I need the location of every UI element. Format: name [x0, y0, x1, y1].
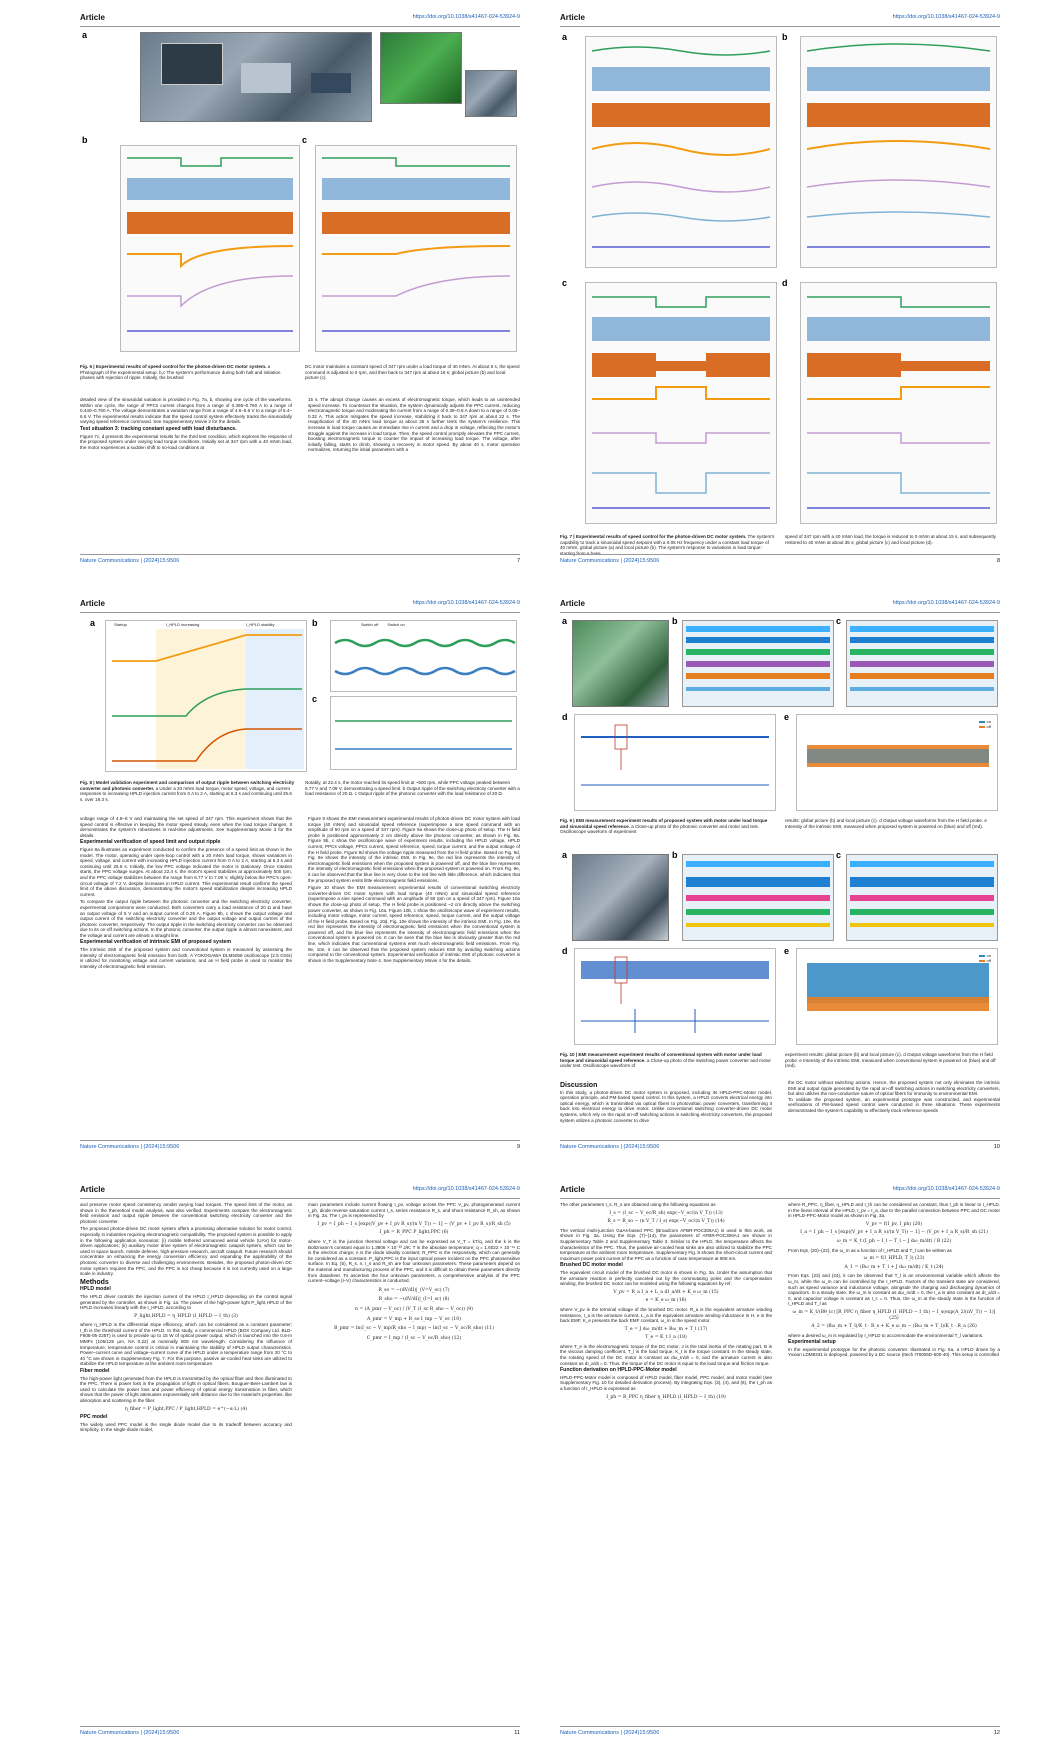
paragraph: and preserve motor speed consistency amidst varying load torques. The speed limit of the motor, as shown in the theoretical model analysis, was also verified. Experiments compare the electromagnetic field emission and output ripple between the conventional switching electricity converter and the photonic converter. [80, 1202, 292, 1224]
ppc-voltage-trace [322, 246, 510, 254]
legend-on-swatch [979, 721, 985, 723]
caption-title: Fig. 10 | EMI measurement experiment results of conventional system with motor under load torque and sinusoidal speed reference. [560, 1052, 762, 1063]
figure-10-caption-left [560, 1052, 775, 1069]
equation-8: R_sho = −(dV/dI)|_(I=I_sc) (8) [378, 1297, 450, 1303]
motor-current-band [686, 877, 830, 887]
switch-on-label: Switch on [387, 622, 405, 627]
current-trace [592, 317, 770, 341]
torque-trace [592, 433, 770, 443]
legend-off [979, 958, 991, 963]
panel-label-c: c [562, 278, 568, 288]
scope-global-b [682, 620, 834, 707]
caption-title: Fig. 9 | EMI measurement experiment results of proposed system with motor under load torque and sinusoidal speed reference. [560, 818, 768, 829]
ppc-voltage-trace [807, 387, 990, 399]
torque-trace [807, 180, 990, 187]
panel-c-svg [331, 697, 516, 769]
paragraph: The widely used PPC model is the single diode model due to its tradeoff between accuracy and simplicity. In the single diode model, [80, 1421, 292, 1433]
h-probe-band [686, 687, 830, 691]
switching-converter-photo [572, 854, 669, 941]
caption-text: a Under a 20 mNm load torque, motor speed, voltage, and current responses to increasing HPLD injection current from 0 A to 2 A, starting at 6.3 s and continuing until 25.6 s, over 19.3 s. [80, 785, 292, 802]
emi-off-band [807, 997, 989, 1011]
panel-label-b: b [672, 616, 678, 626]
page-footer [560, 554, 1000, 567]
panel-c-traces [330, 696, 517, 770]
caption-text: The system's capability to track a sinusoidal speed setpoint with a 0.05 Hz frequency under a constant load torque of 40 mNm; global picture (a) and local picture (b). The system's response to variations in load torque: starting from a base [560, 534, 775, 556]
panel-d-svg [801, 283, 996, 523]
subsection-heading: Function derivation on HPLD-PPC-Motor model [560, 1367, 677, 1374]
page-number: 11 [514, 1730, 520, 1736]
torque-band [850, 923, 994, 927]
ripple-voltage-trace [335, 640, 515, 646]
doi-link[interactable]: https://doi.org/10.1038/s41467-024-53924-9 [892, 14, 1000, 20]
ppc-current-band [850, 661, 994, 667]
panel-b-traces [800, 36, 997, 268]
panel-label-c: c [302, 135, 308, 145]
figure-6 [80, 30, 520, 360]
speed-band [850, 909, 994, 915]
journal-name [560, 558, 659, 564]
paragraph: where a desired ω_m is regulated by I_HPLD to accommodate the environmental T_l variations. [788, 1332, 984, 1338]
subsection-heading: PPC model [80, 1414, 108, 1421]
scope-global-b [682, 854, 834, 941]
journal-year: (2024)15:9506 [623, 558, 660, 564]
subsection-heading: Brushed DC motor model [560, 1262, 623, 1269]
paragraph: Figure 9 shows the EMI measurement experimental results of photon-driven DC motor system with load torque (40 mNm) and sinusoidal speed reference (superimpose a sine speed command with an amplitude of 50 rpm on a speed of 347 rpm). Figure 9a shows the close-up photo of setup. The H field probe is positioned approximately 2 cm directly above the photonic converter, as shown in Fig. 9a. Figure 9b, c show the oscilloscope wave of experiment results, including the HPLD voltage, HPLD current, PPCs voltage, PPCs current, speed reference, speed, torque current, and the output voltage of the H field probe. Figure 9d shows the voltage ripple measured from the H field probe. Based on Fig. 9d, Fig. 9e shows the intensity of the intrinsic EMI. In Fig. 9e, the red line represents the intensity of electromagnetic field emissions when the proposed system is powered off, and the blue line represents the intensity of electromagnetic field emissions when the proposed system is powered on. From Fig. 9e, it can be observed that the blue line is very close to the red line with little difference, which indicates that the proposed system emits little electromagnetic field emissions. [308, 816, 520, 883]
legend-off-label: off [986, 724, 991, 729]
paragraph: In this study, a photon-driven DC motor system is proposed, including its HPLD-PPC-Motor model, operation principle, and PM-based speed control. In this system, a HPLD converts electrical energy into optical energy, which is transmitted via optical fibers to photovoltaic power converters, transforming it back into electrical energy to drive motor. Unlike conventional switching converter-driven DC motor systems, which rely on the rapid on-off switching actions in switching electricity converters, the proposed system utilizes a photonic converter to drive [560, 1089, 772, 1123]
paragraph: To compare the output ripple between the photonic converter and the switching electricity converter, experimental comparisons were conducted. Both converters carry a load resistance of 20 Ω and have an output voltage of 5 V and an output current of 0.25 A. Figure 8b, c shows the output voltage and output current of the switching electricity converter and the output voltage and output current of the photonic converter, respectively. The output ripple in the switching electricity converter can be observed due to its on-off switching actions. In the photonic converter, the output ripple is almost nonexistent, and the voltage and current are almost a straight line. [80, 899, 292, 938]
legend-off [979, 724, 991, 729]
hpld-current-band [686, 637, 830, 643]
journal-label: Nature Communications | [80, 558, 142, 564]
journal-name [80, 1730, 179, 1736]
doi-link[interactable]: https://doi.org/10.1038/s41467-024-53924-9 [892, 600, 1000, 606]
current-trace [127, 178, 293, 200]
voltage-trace [901, 361, 990, 371]
ppc-board-photo [380, 32, 462, 104]
page-header [80, 12, 520, 27]
panel-label-a: a [82, 30, 88, 40]
section-heading: Experimental verification of intrinsic EMI of proposed system [80, 939, 232, 946]
current-trace [807, 317, 990, 341]
speed-trace [807, 297, 990, 307]
equation-24: A_1 = (Bω_m + T_l + J dω_m/dt) / K_t (24) [844, 1264, 944, 1270]
paragraph: where V_pv is the terminal voltage of the brushed DC motor. R_a is the equivalent armature winding resistance, I_a is the armature current, L_a is the equivalent armature winding inductance in H, e is the back EMF, K_e presents the back EMF constant, ω_m is the speed motor. [560, 1306, 772, 1324]
panel-label-c: c [312, 694, 318, 704]
panel-label-a: a [562, 616, 568, 626]
current-trace [322, 178, 510, 200]
speed-trace [592, 47, 770, 55]
journal-label: Nature Communications | [560, 1730, 622, 1736]
figure-8-caption-right: Notably, at 22.4 s, the motor reached its speed limit at ~500 rpm, while PPC voltage peaked between 6.77 V and 7.09 V, demonstrating a speed limit. b Output ripple of the switching electricity converter with a load resistance of 20 Ω. c Output ripple of the photonic converter with the load resistance of 20 Ω. [305, 780, 520, 797]
legend-on-label: on [986, 719, 991, 724]
panel-label-a: a [90, 618, 96, 628]
switch-off-label: Switch off [361, 622, 379, 627]
photonic-converter-photo [572, 620, 669, 707]
torque-meter-photo [465, 70, 517, 117]
panel-label-b: b [782, 32, 788, 42]
phase-startup: Startup [114, 622, 127, 627]
panel-c-traces [315, 145, 517, 352]
paragraph: where V_T is the junction thermal voltage and can be expressed as V_T = kT/q, and the k is the Boltzmann's constant equal to 1.3806 × 10⁻²³ J/K; T is the absolute temperature; q = 1.6022 × 10⁻¹⁹ C is the electron charge; n is the diode ideality constant; R_PPC is the responsivity, which can generally be considered as a constant. P_light,PPC is the input optical power incident on the PPC photosensitive surface. In Eq. (5), R_s, n, I_s and R_sh are four unknown parameters. These parameters depend on the material and manufacturing process of the PPC, and it is difficult to obtain these parameters directly from datasheet. To ascertain the four unknown parameters, a comprehensive analysis of the PPC current–voltage (I–V) characteristics is conducted. [308, 1238, 520, 1284]
current-trace [807, 67, 990, 91]
page-header [560, 598, 1000, 613]
legend-off-swatch [979, 960, 985, 962]
journal-label: Nature Communications | [80, 1730, 142, 1736]
voltage-trace [656, 361, 706, 371]
ppc-current-band [686, 661, 830, 667]
subsection-heading: Experimental setup [788, 1339, 836, 1346]
equation-22: ω_m = K_t (I_ph − I_l − T_l − J dω_m/dt) / B (22) [836, 1238, 952, 1244]
equation-15: V_pv = R_a I_a + L_a dI_a/dt + K_e ω_m (15) [613, 1289, 719, 1295]
caption-text: a Close-up photo of the photonic converter and motor and test. Oscilloscope waveform of experiment [560, 823, 759, 835]
page-10 [560, 598, 1000, 1153]
speed-band [686, 673, 830, 679]
ppc-voltage-trace [807, 141, 990, 149]
body-column-right [788, 1202, 1000, 1720]
equation-16: e = K_e ω_m (16) [645, 1298, 687, 1304]
journal-year: (2024)15:9506 [623, 1730, 660, 1736]
journal-year: (2024)15:9506 [143, 1730, 180, 1736]
panel-label-a: a [562, 32, 568, 42]
torque-trace [807, 433, 990, 443]
equation-4: η_fiber = P_light,PPC / P_light,HPLD = e^(−α·L) (4) [124, 1406, 248, 1412]
hpld-voltage-band [686, 626, 830, 632]
section-heading: Test situation 3: tracking constant speed with load disturbance. [80, 425, 237, 432]
speed-band [850, 673, 994, 679]
discussion-column-left [560, 1080, 772, 1138]
paragraph: The equivalent circuit model of the brushed DC motor is shown in Fig. 3a. Under the assumption that the armature reaction is perfectly canceled out by the commutating poles and the compensation winding, the brushed DC motor can be modeled using the following equations by ref. [560, 1269, 772, 1287]
panel-a-svg [586, 37, 776, 267]
page-number: 12 [993, 1730, 1000, 1736]
equation-20: V_pv = f(I_pv, I_ph) (20) [865, 1221, 923, 1227]
panel-b-svg [121, 146, 299, 351]
body-column-left [80, 816, 292, 1134]
journal-year: (2024)15:9506 [143, 1144, 180, 1150]
body-column-right [308, 397, 520, 547]
figure-6-caption-right: DC motor maintains a constant speed of 347 rpm under a load torque of 40 mNm. At about 6 s, the speed command is adjusted to 0 rpm, and then back to 347 rpm at about 16 s; global picture (b) and local picture (c). [305, 364, 520, 381]
caption-title: Fig. 8 | Model validation experiment and comparison of output ripple between switching electricity converter and photonic converter. [80, 780, 295, 791]
motor-voltage-band [686, 895, 830, 901]
figure-7 [560, 30, 1000, 530]
panel-label-d: d [562, 712, 568, 722]
page-header [560, 12, 1000, 27]
panel-label-c: c [836, 616, 842, 626]
scope-local-c [846, 620, 998, 707]
probe-trace-global [581, 961, 769, 979]
page-7 [80, 12, 520, 567]
body-column-left [80, 397, 292, 547]
panel-c-svg [316, 146, 516, 351]
voltage-trace [807, 353, 901, 377]
doi-link[interactable]: https://doi.org/10.1038/s41467-024-53924-9 [412, 14, 520, 20]
paragraph: Figure 10 shows the EMI measurement experimental results of conventional switching electricity converter-driven DC motor system with load torque (40 mNm) and sinusoidal speed reference (superimpose a sine speed command with an amplitude of 50 rpm on a speed of 347 rpm). Figure 10a shows the close-up photo of setup. The H field probe is positioned ~2 cm directly above the switching power converter, as shown in Fig. 10a. Figure 10b, c show the oscilloscope wave of experiment results, including motor voltage, motor current, speed reference, speed, torque current, and the output voltage of the H field probe. Based on Fig. 10d, Fig. 10e shows the intensity of the intrinsic EMI. In Fig. 10e, the red line represents the intensity of electromagnetic field emissions when the conventional system is powered off, and the blue line represents the intensity of electromagnetic field emissions when the conventional system is powered on. It can be seen that the blue line is obviously greater than the red line, which indicates that conventional systems emit much electromagnetic field emissions. From Fig. 9e, 10e, it can be observed that the proposed system reduces EMI by avoiding switching actions compared to the conventional system. Experimental verification of intrinsic EMI of photonic converter is shown in the Supplementary Note 4. See Supplementary Movie 4 for the details. [308, 885, 520, 963]
equation-6: I_ph = R_PPC P_light,PPC (6) [379, 1230, 449, 1236]
page-footer [560, 1140, 1000, 1153]
load-trace [807, 473, 990, 493]
speed-ref-trace [807, 212, 990, 217]
article-label: Article [560, 1185, 585, 1194]
journal-name [560, 1730, 659, 1736]
equation-9: n = (A_pmr − V_oc) / (V_T (I_sc R_sho − V_oc)) (9) [355, 1306, 473, 1312]
panel-label-b: b [82, 135, 88, 145]
panel-a-traces [585, 36, 777, 268]
speed-band [686, 909, 830, 915]
page-8 [560, 12, 1000, 567]
voltage-trace [592, 353, 656, 377]
paragraph: the DC motor without switching actions. Hence, the proposed system not only eliminates the intrinsic EMI and output ripple generated by the rapid on-off switching actions in switching electricity converters, but also utilizes the non-conductive nature of optical fibers for immunity to environmental EMI. [788, 1080, 1000, 1097]
discussion-heading: Discussion [560, 1082, 598, 1089]
paragraph: The intrinsic EMI of the proposed system and conventional system is measured by assessing the intensity of electromagnetic field emission from both. A YOKOGAWA DLM5058 oscilloscope (2.5 GS/s) is utilized for monitoring voltage and current variations, and an H field probe is used to monitor the intensity of electromagnetic field emission. [80, 947, 292, 969]
torque-trace [127, 276, 293, 306]
paragraph: voltage range of 4.8–6 V and maintaining the set speed of 347 rpm. This experiment shows that the speed control is effective in keeping the motor speed steady, even when the load torque changes. It demonstrates the system's robustness in real-time adjustments. See Supplementary Movie 3 for the details. [80, 816, 292, 838]
article-label: Article [560, 13, 585, 22]
equation-5: I_pv = I_ph − I_s [exp((V_pv + I_pv R_s)/(n V_T)) − 1] − (V_pv + I_pv R_s)/R_sh (5) [317, 1221, 511, 1227]
speed-trace [592, 297, 770, 307]
paragraph: 15 s. The abrupt change causes an excess of electromagnetic torque, which leads to an unintended speed increase. To counteract the situation, the system dynamically adjusts the PPC current, reducing electromagnetic torque and moderating the current from a range of 0.38–0.8 A down to a range of 0.05–0.32 A. This action mitigates the speed increase, stabilizing it back to 347 rpm at about 22 s. The reapplication of the 40 mNm load torque at about 35 s further tests the system's resilience. This increase in load torque causes an immediate rise in current and a drop in voltage, reflecting the motor's struggle against the increase in load torque. Then, the speed control promptly elevates the PPC current, boosting electromagnetic torque to counter the impact of increasing load torque. The voltage, after initially falling, starts to climb, showing a recovery in motor speed. By about 40 s, motor operation normalizes, returning the initial parameters with a [308, 397, 520, 453]
ppc-voltage-band [850, 649, 994, 655]
voltage-trace [807, 103, 990, 127]
current-trace [592, 67, 770, 91]
caption-text: a Close-up photo of the switching power converter and motor under test. Oscilloscope waveform of [560, 1057, 771, 1069]
equation-19: I_ph = R_PPC η_fiber η_HPLD (I_HPLD − I_th) (19) [606, 1394, 726, 1400]
emi-legend [979, 719, 991, 729]
motor-current-band [850, 877, 994, 887]
figure-7-caption-right: speed of 347 rpm with a 40 mNm load, the torque is reduced to 0 mNm at about 15 s, and subsequently restored to 40 mNm at about 35 s; global picture (c) and local picture (d). [785, 534, 996, 545]
probe-voltage-plot [574, 948, 776, 1045]
caption-title: Fig. 6 | Experimental results of speed control for the photon-driven DC motor system. [80, 364, 267, 369]
probe-band [686, 861, 830, 867]
page-9 [80, 598, 520, 1153]
paragraph: detailed view of the sinusoidal variation is provided in Fig. 7a, b, showing one cycle of the waveforms. Within one cycle, the range of PPCs current changes from a range of 0.395–0.760 A to a range of 0.440–0.760 A. The voltage demonstrates a variation range from a range of 4.6–5.6 V to a range of 5.4–6.6 V. The experimental results indicate that the speed control system effectively tracks the sinusoidally varying speed reference command. See Supplementary Movie 2 for the details. [80, 397, 292, 425]
ppc-voltage-band [686, 649, 830, 655]
figure-9-caption-left [560, 818, 775, 835]
page-12 [560, 1184, 1000, 1739]
torque-band [686, 923, 830, 927]
body-column-right [308, 1202, 520, 1720]
panel-label-d: d [562, 946, 568, 956]
page-footer [560, 1726, 1000, 1739]
subsection-heading: HPLD model [80, 1286, 111, 1293]
legend-off-label: off [986, 958, 991, 963]
torque-trace [592, 182, 770, 192]
figure-6-caption-left [80, 364, 295, 381]
page-footer [80, 1726, 520, 1739]
journal-label: Nature Communications | [560, 558, 622, 564]
panel-label-a: a [562, 850, 568, 860]
panel-b-traces [120, 145, 300, 352]
voltage-trace [322, 212, 510, 234]
journal-label: Nature Communications | [80, 1144, 142, 1150]
equation-10: A_pmr = V_mp + R_so I_mp − V_oc (10) [367, 1316, 461, 1322]
h-probe-band [850, 687, 994, 691]
page-number: 8 [996, 558, 1000, 564]
paragraph: From Eqs. (20)–(22), the ω_m as a function of I_HPLD and T_l can be written as [788, 1247, 952, 1253]
equation-25: ω_m = K_t/(Bθ_lc) [R_PPC η_fiber η_HPLD (I_HPLD − I_th) − I_s(exp(A_2/(nV_T)) − 1)] (25) [792, 1309, 996, 1321]
page-header [80, 1184, 520, 1199]
phase-labels [106, 621, 306, 629]
ppc-voltage-trace [127, 246, 293, 266]
paragraph: main parameters include current flowing I_pv, voltage across the PPC V_pv, photogenerated current I_ph, diode reverse saturation current I_s, series resistance R_s, and shunt resistance R_sh, as shown in Fig. 3a. The I_pv is represented by [308, 1202, 520, 1219]
voltage-trace [592, 103, 770, 127]
paragraph: The proposed photon-driven DC motor system offers a promising alternative solution for motor control, especially in industries requiring electromagnetic compatibility. The proposed system is possible to apply in the following application scenarios: (i) mobile tethered unmanned aerial vehicle (UAV) for motor-driven applications; (ii) auxiliary motor drive system of electromagnetic catapult system, which can be used in space launch, missile defense, high-pressure research, aircraft catapult. Future research should concentrate on enhancing the energy conversion efficiency and expanding the applicability of the photonic converter to diverse and challenging environments. Besides, the proposed photon-driven DC motor system requires the PPC, and the PPC is not cheap because it is not currently used on a large scale in industry. [80, 1226, 292, 1277]
equation-7: R_so = −(dV/dI)|_(V=V_oc) (7) [378, 1287, 450, 1293]
panel-label-c: c [836, 850, 842, 860]
ripple-current-trace [335, 668, 515, 674]
page-11 [80, 1184, 520, 1739]
load-trace [592, 473, 770, 493]
body-column-left [560, 1202, 772, 1720]
discussion-column-right [788, 1080, 1000, 1138]
phase-stability: I_HPLD stability [246, 622, 275, 627]
switch-labels [361, 622, 405, 627]
motor-photo [311, 73, 351, 93]
body-column-right [308, 816, 520, 1134]
doi-link[interactable]: https://doi.org/10.1038/s41467-024-53924-9 [412, 1186, 520, 1192]
ppc-voltage-trace [592, 387, 770, 399]
equation-14: R_s = R_so − (n V_T / I_s) exp(−V_oc/(n V_T)) (14) [607, 1219, 725, 1225]
emi-intensity-plot [796, 948, 998, 1045]
motor-voltage-band [850, 895, 994, 901]
panel-label-b: b [672, 850, 678, 860]
equation-13: I_s = (I_sc − V_oc/R_sh) exp(−V_oc/(n V_T)) (13) [609, 1210, 723, 1216]
panel-b-traces [330, 620, 517, 692]
article-label: Article [80, 599, 105, 608]
legend-on-swatch [979, 955, 985, 957]
paragraph: In the experimental prototype for the photonic converter. Illustrated in Fig. 6a, a HPLD driven by a Yoxian LDM8331 is deployed, powered by a DC source (Itech IT6006D-500-40). This setup is controlled [788, 1346, 1000, 1358]
probe-trace-local [581, 1009, 769, 1033]
panel-b-svg [331, 621, 516, 691]
subsection-heading: Fiber model [80, 1368, 110, 1375]
paragraph: where T_e is the electromagnetic torque of the DC motor, J is the total inertia of the rotating part, B is the viscous damping coefficient, T_l is the load torque, K_t is the torque constant. In the steady state, the rotating speed of the DC motor is constant as dω_m/dt = 0, and the armature current is also constant as dI_a/dt = 0. Thus, the torque of the DC motor is equal to the load torque and friction torque. [560, 1343, 772, 1366]
torque-trace [322, 276, 510, 296]
voltage-trace [706, 353, 770, 377]
hpld-current-band [850, 637, 994, 643]
panel-a-svg [106, 621, 306, 771]
speed-trace [322, 158, 510, 166]
setup-photo [140, 32, 372, 122]
panel-label-d: d [782, 278, 788, 288]
article-label: Article [560, 599, 585, 608]
panel-label-b: b [312, 618, 318, 628]
voltage-trace [127, 212, 293, 234]
speed-ref-trace [592, 213, 770, 221]
figure-8 [80, 616, 520, 776]
panel-c-svg [586, 283, 776, 523]
article-label: Article [80, 1185, 105, 1194]
article-label: Article [80, 13, 105, 22]
scope-local-c [846, 854, 998, 941]
caption-title: Fig. 7 | Experimental results of speed control for the photon-driven DC motor system. [560, 534, 747, 539]
journal-name [80, 558, 179, 564]
equation-18: T_e = K_t I_a (18) [645, 1335, 687, 1341]
journal-name [80, 1144, 179, 1150]
panel-a-traces [105, 620, 307, 772]
journal-year: (2024)15:9506 [143, 558, 180, 564]
panel-label-e: e [784, 712, 790, 722]
stability-band [246, 629, 304, 769]
paragraph: The HPLD driver controls the injection current of the HPLD I_HPLD depending on the control signal generated by the controller, as shown in Fig. 1a. The power of the high-power light P_light,HPLD of the HPLD increases linearly with the I_HPLD, according to [80, 1293, 292, 1311]
journal-name [560, 1144, 659, 1150]
phase-increasing: I_HPLD increasing [166, 622, 200, 627]
panel-d-traces [800, 282, 997, 524]
page-footer [80, 1140, 520, 1153]
probe-band [850, 861, 994, 867]
paragraph: To validate the proposed system, an experimental prototype was constructed, and experimental verifications of PM-based speed control were conducted in three situations. These experiments demonstrated the system's capability to effectively track reference speeds [788, 1096, 1000, 1113]
doi-link[interactable]: https://doi.org/10.1038/s41467-024-53924-9 [892, 1186, 1000, 1192]
equation-3: P_light,HPLD = η_HPLD (I_HPLD − I_th) (3) [134, 1313, 238, 1319]
legend-on-label: on [986, 953, 991, 958]
page-number: 7 [516, 558, 520, 564]
panel-b-svg [801, 37, 996, 267]
paragraph: The vertical multi-junction GaAs-based PPC (Broadcom AFBR-POC306A1) is used in this work, as shown in Fig. 3a. Using the Eqs. (7)–(14), the parameters of AFBR-POC306A1 are shown in Supplementary Table 2 and Supplementary Table 3. Similar to the HPLD, the temperature affects the characteristics of the PPC. Thus, the passive air-cooled heat sinks are also utilized to stabilize the PPC temperature at the ambient room temperature. Supplementary Fig. 8 shows the short-circuit current and maximum power point current of the PPC as a function of case temperature at 808 nm. [560, 1227, 772, 1261]
equation-21: I_a = I_ph − I_s [exp((V_pv + I_a R_s)/(n V_T)) − 1] − (V_pv + I_a R_s)/R_sh (21) [800, 1230, 988, 1236]
figure-9-caption-right: results: global picture (b) and local picture (c). d Output voltage waveforms from the H field probe. e Intensity of the intrinsic EMI, measured when proposed system is powered on (blue) and off (red). [785, 818, 987, 829]
caption-text: a Photograph of the experimental setup. b,c The system's performance during both halt and initiation phases with rejection of ripple. Initially, the brushed [80, 364, 281, 381]
page-header [80, 598, 520, 613]
oscilloscope-photo [161, 43, 223, 85]
paragraph: Figure 7c, d presents the experimental results for the third test condition, which explores the response of the proposed system under varying load torque conditions. Initially set at 347 rpm with a 40 mNm load, the motor experiences a sudden shift to no-load conditions at [80, 433, 292, 450]
hpld-voltage-band [850, 626, 994, 632]
page-number: 9 [516, 1144, 520, 1150]
speed-trace [127, 158, 293, 166]
speed-trace [807, 44, 990, 51]
paragraph: The other parameters I_s, R_s are obtained using the following equations as [560, 1202, 716, 1207]
methods-heading: Methods [80, 1278, 109, 1286]
emi-intensity-svg [797, 949, 997, 1044]
figure-10 [560, 848, 1000, 1048]
paragraph: The high-power light generated from the HPLD is transmitted by the optical fiber and then illuminated to the PPC. There is power loss in the propagation of light in optical fibers. Bouguer-Beer-Lambert law is used to calculate the power loss and power efficiency of optical energy transmission in fiber, which shows that the power of light attenuates exponentially with distance due to the material's properties, like absorption and scattering in the fiber. [80, 1375, 292, 1403]
page-footer [80, 554, 520, 567]
section-heading: Experimental verification of speed limit and output ripple [80, 839, 221, 846]
doi-link[interactable]: https://doi.org/10.1038/s41467-024-53924-9 [412, 600, 520, 606]
panel-c-traces [585, 282, 777, 524]
journal-year: (2024)15:9506 [623, 1144, 660, 1150]
paragraph: From Eqs. (23) and (24), it can be observed that T_l is an environmental variable which affects the ω_m, while the ω_m can be controlled by the I_HPLD. Factors of the transient state are considered, such as speed variance and inductance voltage, alongside the charging and discharging dynamics of capacitors. In a steady state, the ω_m is constant as dω_m/dt = 0, the I_a is also constant as dI_a/dt = 0, and capacitor voltage is constant as I_c = 0. Thus, the ω_m at the steady state is the function of I_HPLD and T_l as [788, 1273, 1000, 1307]
equation-11: B_pmr = ln(I_sc − V_mp/R_sho − I_mp) − ln(I_sc − V_oc/R_sho) (11) [333, 1326, 495, 1332]
paragraph: Figure 8a illustrates an experiment conducted to confirm the presence of a speed limit as shown in the model. The motor, operating under open-loop control with a 20 mNm load torque, shows variations in speed, voltage, and current with increasing HPLD injection current from 0 A to 2 A, starting at 6.3 s and continuing until 25.6 s. Initially, the low PPC voltage indicated the motor is stationary. Once rotation starts, the PPC voltage surges. At about 22.4 s, the motor's speed stabilizes at approximately 500 rpm, and the PPC voltage stabilizes between the range from 6.77 V to 7.09 V, slightly below the PPC's open-circuit voltage of 7.2 V, despite increases in HPLD current. This experimental result confirms the speed limit of the above discussion, demonstrating the motor's speed stabilization despite increasing HPLD current. [80, 846, 292, 897]
increasing-band [156, 629, 246, 769]
page-number: 10 [993, 1144, 1000, 1150]
equation-17: T_e = J dω_m/dt + Bω_m + T_l (17) [624, 1326, 708, 1332]
emi-intensity-svg [797, 715, 997, 810]
paragraph: where R_PPC, η_fiber, η_HPLD and I_th can be considered as constant, thus I_ph is linear to I_HPLD. In the linear interval of the HPLD, I_pv = I_a, due to the parallel connection between PPC and DC motor in HPLD-PPC-Motor model as shown in Fig. 3a. [788, 1202, 1000, 1219]
probe-voltage-plot [574, 714, 776, 811]
journal-label: Nature Communications | [560, 1144, 622, 1150]
figure-9 [560, 614, 1000, 814]
paragraph: HPLD-PPC-Motor model is composed of HPLD model, fiber model, PPC model, and motor model (see Supplementary Fig. 10 for detailed derivation process). By integrating Eqs. (3), (4), and (6), the I_ph as a function of I_HPLD is expressed as [560, 1374, 772, 1392]
emi-intensity-plot [796, 714, 998, 811]
paragraph: where η_HPLD is the differential slope efficiency, which can be considered as a constant parameter; I_th is the threshold current of the HPLD. In this study, a commercial HPLD (BOX Company Ltd. BLD-F808-05-225T) is used to provide up to 15 W of optical power output, which is launched into the 0.5-m MMFs (105/125 μm, NA 0.22) at nominally 808 nm wavelength. Considering the influence of temperature, temperature control is critical in maintaining the stability of HPLD output characteristics. Power–current curve and voltage–current curve of the HPLD under a temperature range from 20 °C to 40 °C are shown in Supplementary Fig. 7. For this purpose, passive air-cooled heat sinks are utilized to stabilize the HPLD temperature at the ambient room temperature. [80, 1322, 292, 1367]
ppc-voltage-trace [592, 143, 770, 155]
page-header [560, 1184, 1000, 1199]
equation-26: A_2 = (Bω_m + T_l)/K_t · R_s + K_e ω_m − (Bω_m + T_l)/K_t · R_a (26) [811, 1324, 977, 1330]
figure-8-caption-left [80, 780, 295, 802]
legend-off-swatch [979, 726, 985, 728]
probe-voltage-svg [575, 949, 775, 1044]
emi-legend [979, 953, 991, 963]
emi-on-band [807, 749, 989, 763]
probe-voltage-svg [575, 715, 775, 810]
panel-label-e: e [784, 946, 790, 956]
body-column-left [80, 1202, 292, 1720]
figure-10-caption-right: experiment results: global picture (b) and local picture (c). d Output voltage waveforms from the H field probe. e Intensity of the intrinsic EMI, measured when conventional system is powered on (blue) and off (red). [785, 1052, 996, 1069]
equation-23: ω_m = f(I_HPLD, T_l) (23) [863, 1256, 925, 1262]
equation-12: C_pmr = I_mp / (I_sc − V_oc/R_sho) (12) [366, 1335, 462, 1341]
hpld-photo [241, 63, 291, 93]
